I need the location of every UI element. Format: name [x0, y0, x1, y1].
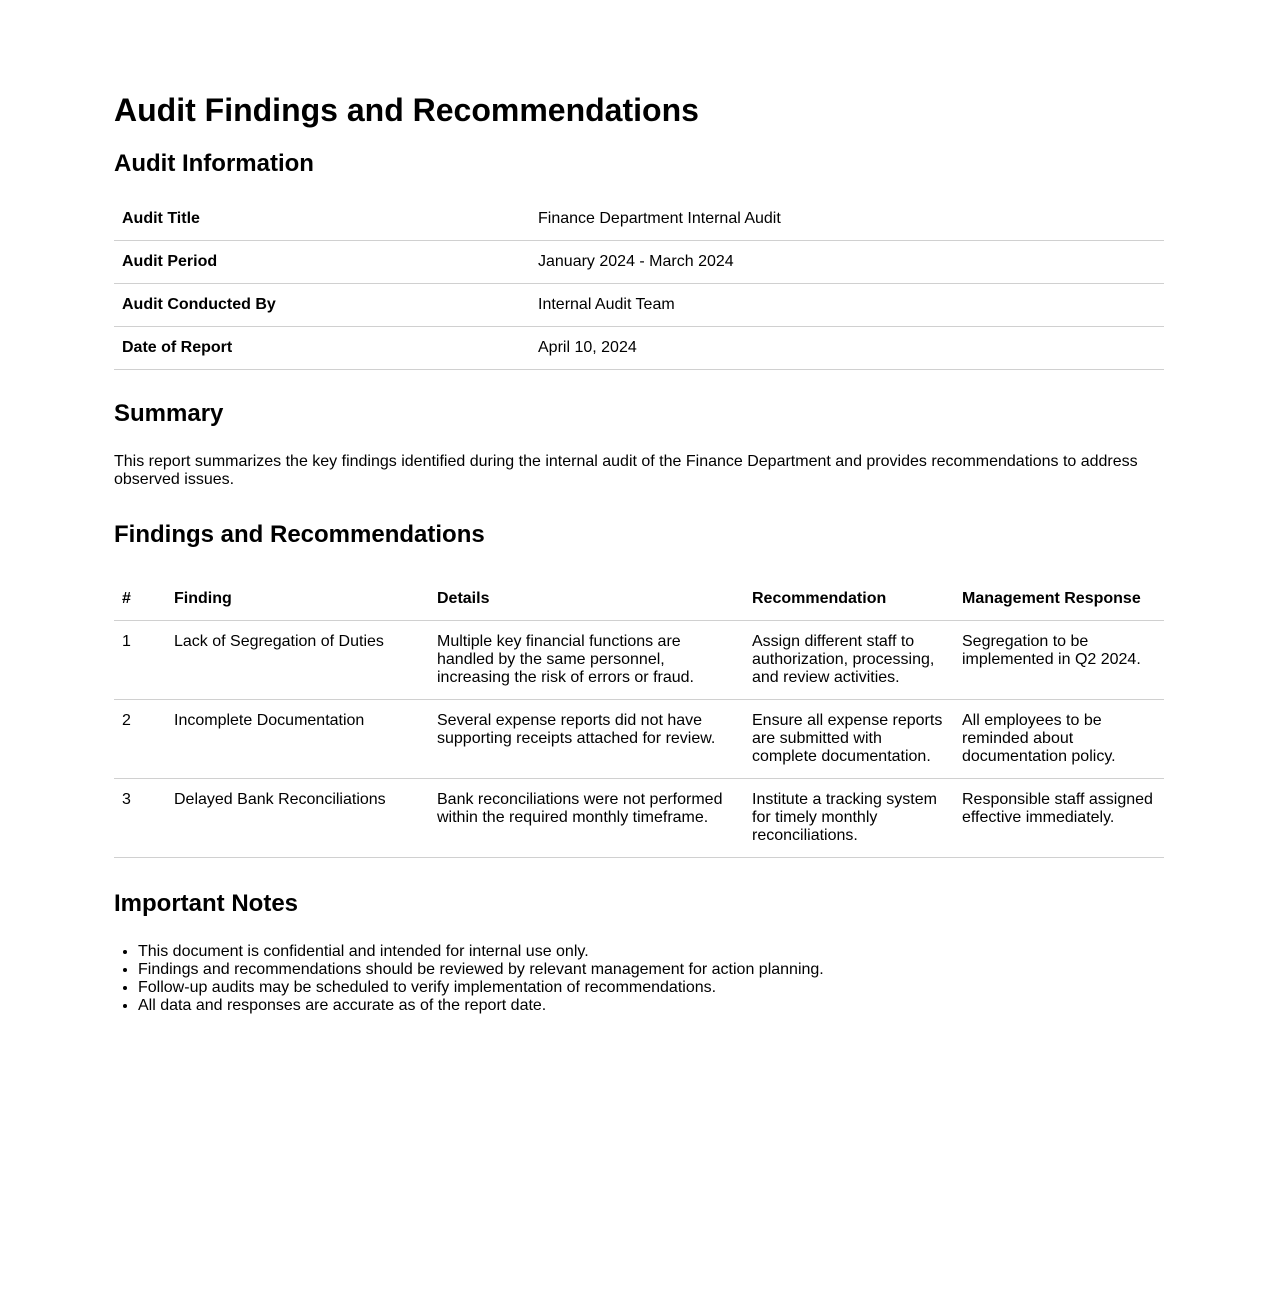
- column-header-recommendation: Recommendation: [744, 578, 954, 621]
- finding-details: Bank reconciliations were not performed within the required monthly timeframe.: [429, 779, 744, 858]
- finding-title: Lack of Segregation of Duties: [166, 621, 429, 700]
- finding-recommendation: Assign different staff to authorization, processing, and review activities.: [744, 621, 954, 700]
- audit-information-heading: Audit Information: [114, 150, 314, 177]
- important-notes-heading: Important Notes: [114, 890, 299, 917]
- info-row: [114, 198, 1164, 241]
- findings-table: [114, 578, 1164, 858]
- info-value: Internal Audit Team: [530, 284, 1164, 327]
- info-row: [114, 327, 1164, 370]
- finding-details: Multiple key financial functions are handled by the same personnel, increasing the risk of errors or fraud.: [429, 621, 744, 700]
- finding-recommendation: Ensure all expense reports are submitted with complete documentation.: [744, 700, 954, 779]
- report-page: [114, 0, 1164, 1015]
- summary-text: This report summarizes the key findings identified during the internal audit of the Finance Department and provides recommendations to address observed issues.: [114, 453, 1138, 488]
- finding-management-response: Responsible staff assigned effective immediately.: [954, 779, 1164, 858]
- table-row: [114, 621, 1164, 700]
- findings-heading: Findings and Recommendations: [114, 521, 485, 548]
- finding-number: 2: [114, 700, 166, 779]
- important-notes-list: [114, 943, 1164, 1015]
- audit-information-table: [114, 198, 1164, 370]
- finding-title: Incomplete Documentation: [166, 700, 429, 779]
- column-header-finding: Finding: [166, 578, 429, 621]
- finding-number: 3: [114, 779, 166, 858]
- info-value: Finance Department Internal Audit: [530, 198, 1164, 241]
- column-header-details: Details: [429, 578, 744, 621]
- list-item: • All data and responses are accurate as of the report date.: [138, 997, 1164, 1015]
- finding-management-response: All employees to be reminded about documentation policy.: [954, 700, 1164, 779]
- table-row: [114, 779, 1164, 858]
- finding-title: Delayed Bank Reconciliations: [166, 779, 429, 858]
- column-header-management-response: Management Response: [954, 578, 1164, 621]
- list-item: • Follow-up audits may be scheduled to verify implementation of recommendations.: [138, 979, 1164, 997]
- table-row: [114, 700, 1164, 779]
- info-value: April 10, 2024: [530, 327, 1164, 370]
- finding-details: Several expense reports did not have supporting receipts attached for review.: [429, 700, 744, 779]
- page-title: Audit Findings and Recommendations: [114, 92, 699, 128]
- info-row: [114, 241, 1164, 284]
- list-item: • Findings and recommendations should be reviewed by relevant management for action planning.: [138, 961, 1164, 979]
- column-header-number: #: [114, 578, 166, 621]
- info-key: Audit Title: [114, 198, 530, 241]
- finding-number: 1: [114, 621, 166, 700]
- list-item: • This document is confidential and intended for internal use only.: [138, 943, 1164, 961]
- info-key: Audit Conducted By: [114, 284, 530, 327]
- summary-heading: Summary: [114, 400, 224, 427]
- info-key: Audit Period: [114, 241, 530, 284]
- info-row: [114, 284, 1164, 327]
- info-key: Date of Report: [114, 327, 530, 370]
- finding-recommendation: Institute a tracking system for timely monthly reconciliations.: [744, 779, 954, 858]
- findings-header-row: [114, 578, 1164, 621]
- finding-management-response: Segregation to be implemented in Q2 2024.: [954, 621, 1164, 700]
- info-value: January 2024 - March 2024: [530, 241, 1164, 284]
